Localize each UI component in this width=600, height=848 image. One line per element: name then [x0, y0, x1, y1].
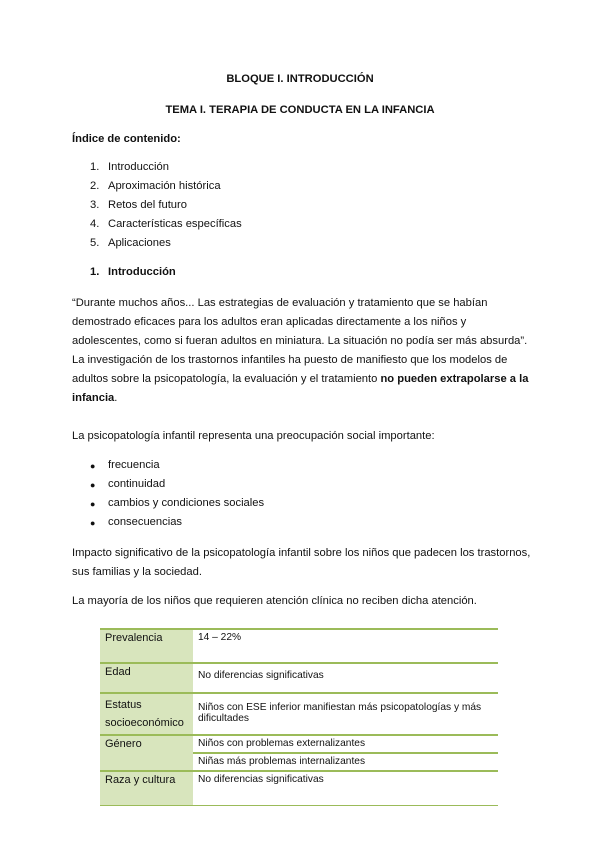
row-label: Edad: [100, 663, 193, 693]
research-paragraph: [72, 351, 532, 408]
table-row: [100, 735, 498, 753]
row-value: Niños con problemas externalizantes: [193, 735, 498, 753]
toc-item-1[interactable]: Introducción: [108, 161, 169, 173]
bullet-item: cambios y condiciones sociales: [108, 497, 265, 509]
toc-item-num: 2.: [90, 180, 100, 192]
toc-item-num: 5.: [90, 237, 100, 249]
toc-item-4[interactable]: Características específicas: [108, 218, 242, 230]
table-row: [100, 693, 498, 735]
section-title: Introducción: [108, 266, 176, 278]
row-label: Estatus socioeconómico: [100, 693, 193, 735]
toc-item-3[interactable]: Retos del futuro: [108, 199, 187, 211]
toc-item-num: 4.: [90, 218, 100, 230]
research-text-start: La investigación de los trastornos infantiles ha puesto de manifiesto que los modelos de adultos sobre la psicopatología, la evaluación y el tratamiento: [72, 354, 508, 385]
research-text-bold: no pueden extrapolarse a la infancia: [72, 373, 529, 404]
research-text-end: .: [114, 392, 118, 404]
attention-paragraph: La mayoría de los niños que requieren atención clínica no reciben dicha atención.: [72, 595, 477, 607]
row-label: Raza y cultura: [100, 771, 193, 805]
section-number: 1.: [90, 266, 100, 278]
quote-paragraph: “Durante muchos años... Las estrategias de evaluación y tratamiento que se habían demostrado eficaces para los adultos eran aplicadas directamente a los niños y adolescentes, como si fueran adultos en miniatura. La situación no podía ser más absurda”.: [72, 297, 528, 347]
data-table: [100, 628, 498, 806]
bullet-item: continuidad: [108, 478, 166, 490]
row-label: Prevalencia: [100, 629, 193, 663]
row-value: Niños con ESE inferior manifiestan más psicopatologías y más dificultades: [193, 693, 498, 735]
row-value: No diferencias significativas: [193, 663, 498, 693]
row-value: No diferencias significativas: [193, 771, 498, 805]
toc-item-num: 1.: [90, 161, 100, 173]
bullet-item: frecuencia: [108, 459, 160, 471]
row-label: Género: [100, 735, 193, 771]
row-value: 14 – 22%: [193, 629, 498, 663]
impact-paragraph: Impacto significativo de la psicopatología infantil sobre los niños que padecen los trastornos, sus familias y la sociedad.: [72, 547, 531, 578]
bullet-item: consecuencias: [108, 516, 183, 528]
bullet-icon: ●: [90, 499, 96, 509]
block-title: BLOQUE I. INTRODUCCIÓN: [226, 73, 374, 85]
bullet-icon: ●: [90, 518, 96, 528]
bullet-icon: ●: [90, 461, 96, 471]
table-row: [100, 663, 498, 693]
table-row: [100, 771, 498, 805]
toc-item-2[interactable]: Aproximación histórica: [108, 180, 221, 192]
topic-title: TEMA I. TERAPIA DE CONDUCTA EN LA INFANCIA: [165, 104, 435, 116]
concern-paragraph: La psicopatología infantil representa una preocupación social importante:: [72, 430, 435, 442]
bullet-icon: ●: [90, 480, 96, 490]
table-row: [100, 629, 498, 663]
row-value: Niñas más problemas internalizantes: [193, 753, 498, 771]
toc-item-num: 3.: [90, 199, 100, 211]
toc-heading: Índice de contenido:: [72, 133, 181, 145]
toc-item-5[interactable]: Aplicaciones: [108, 237, 171, 249]
